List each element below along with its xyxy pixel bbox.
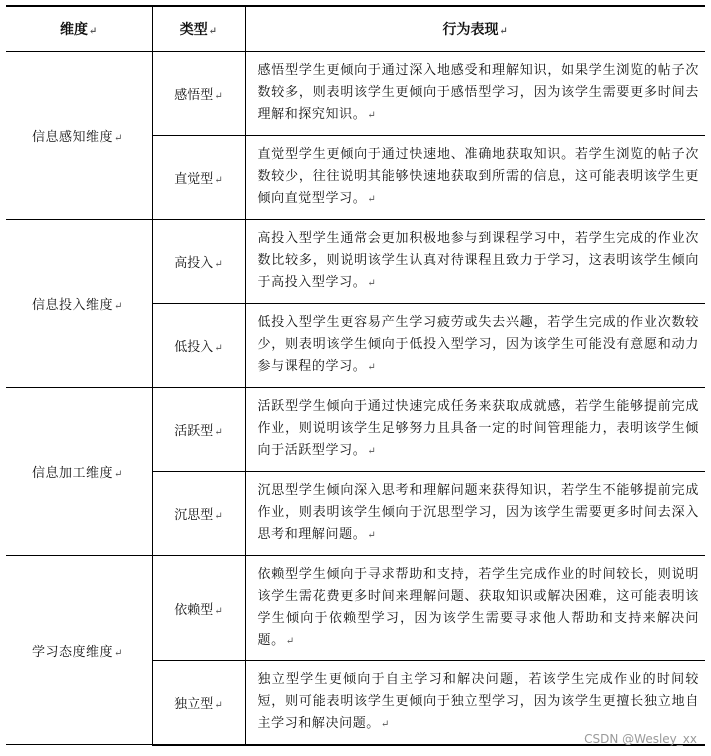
type-cell: 高投入↵ xyxy=(152,220,245,304)
type-cell: 独立型↵ xyxy=(152,661,245,745)
header-dimension: 维度↵ xyxy=(6,6,152,52)
type-cell: 低投入↵ xyxy=(152,304,245,388)
behavior-cell: 高投入型学生通常会更加积极地参与到课程学习中，若学生完成的作业次数比较多，则说明该学生认真对待课程且致力于学习，这表明该学生倾向于高投入型学习。↵ xyxy=(245,220,705,304)
dimension-cell: 信息感知维度↵ xyxy=(6,52,152,220)
type-cell: 活跃型↵ xyxy=(152,388,245,472)
behavior-cell: 直觉型学生更倾向于通过快速地、准确地获取知识。若学生浏览的帖子次数较少，往往说明其能够快速地获取到所需的信息，这可能表明该学生更倾向直觉型学习。↵ xyxy=(245,136,705,220)
dimension-cell: 信息投入维度↵ xyxy=(6,220,152,388)
behavior-cell: 依赖型学生倾向于寻求帮助和支持，若学生完成作业的时间较长，则说明该学生需花费更多时间来理解问题、获取知识或解决困难，这可能表明该学生倾向于依赖型学习，因为该学生需要寻求他人帮助和支持来解决问题。↵ xyxy=(245,556,705,661)
table-row xyxy=(6,52,705,136)
behavior-cell: 活跃型学生倾向于通过快速完成任务来获取成就感，若学生能够提前完成作业，则说明该学生足够努力且具备一定的时间管理能力，表明该学生倾向于活跃型学习。↵ xyxy=(245,388,705,472)
type-cell: 直觉型↵ xyxy=(152,136,245,220)
watermark: CSDN @Wesley_xx xyxy=(584,732,697,746)
behavior-cell: 独立型学生更倾向于自主学习和解决问题，若该学生完成作业的时间较短，则可能表明该学生更倾向于独立型学习，因为该学生更擅长独立地自主学习和解决问题。↵ xyxy=(245,661,705,745)
header-behavior: 行为表现↵ xyxy=(245,6,705,52)
header-type: 类型↵ xyxy=(152,6,245,52)
dimension-cell: 信息加工维度↵ xyxy=(6,388,152,556)
header-row xyxy=(6,6,705,52)
type-cell: 感悟型↵ xyxy=(152,52,245,136)
table-row xyxy=(6,556,705,661)
table-row xyxy=(6,220,705,304)
type-cell: 依赖型↵ xyxy=(152,556,245,661)
behavior-cell: 感悟型学生更倾向于通过深入地感受和理解知识，如果学生浏览的帖子次数较多，则表明该学生更倾向于感悟型学习，因为该学生需要更多时间去理解和探究知识。↵ xyxy=(245,52,705,136)
type-cell: 沉思型↵ xyxy=(152,472,245,556)
table-row xyxy=(6,388,705,472)
dimension-cell: 学习态度维度↵ xyxy=(6,556,152,745)
behavior-cell: 沉思型学生倾向深入思考和理解问题来获得知识，若学生不能够提前完成作业，则表明该学生倾向于沉思型学习，因为该学生需要更多时间去深入思考和理解问题。↵ xyxy=(245,472,705,556)
behavior-cell: 低投入型学生更容易产生学习疲劳或失去兴趣，若学生完成的作业次数较少，则表明该学生倾向于低投入型学习，因为该学生可能没有意愿和动力参与课程的学习。↵ xyxy=(245,304,705,388)
learning-style-table xyxy=(6,5,705,746)
